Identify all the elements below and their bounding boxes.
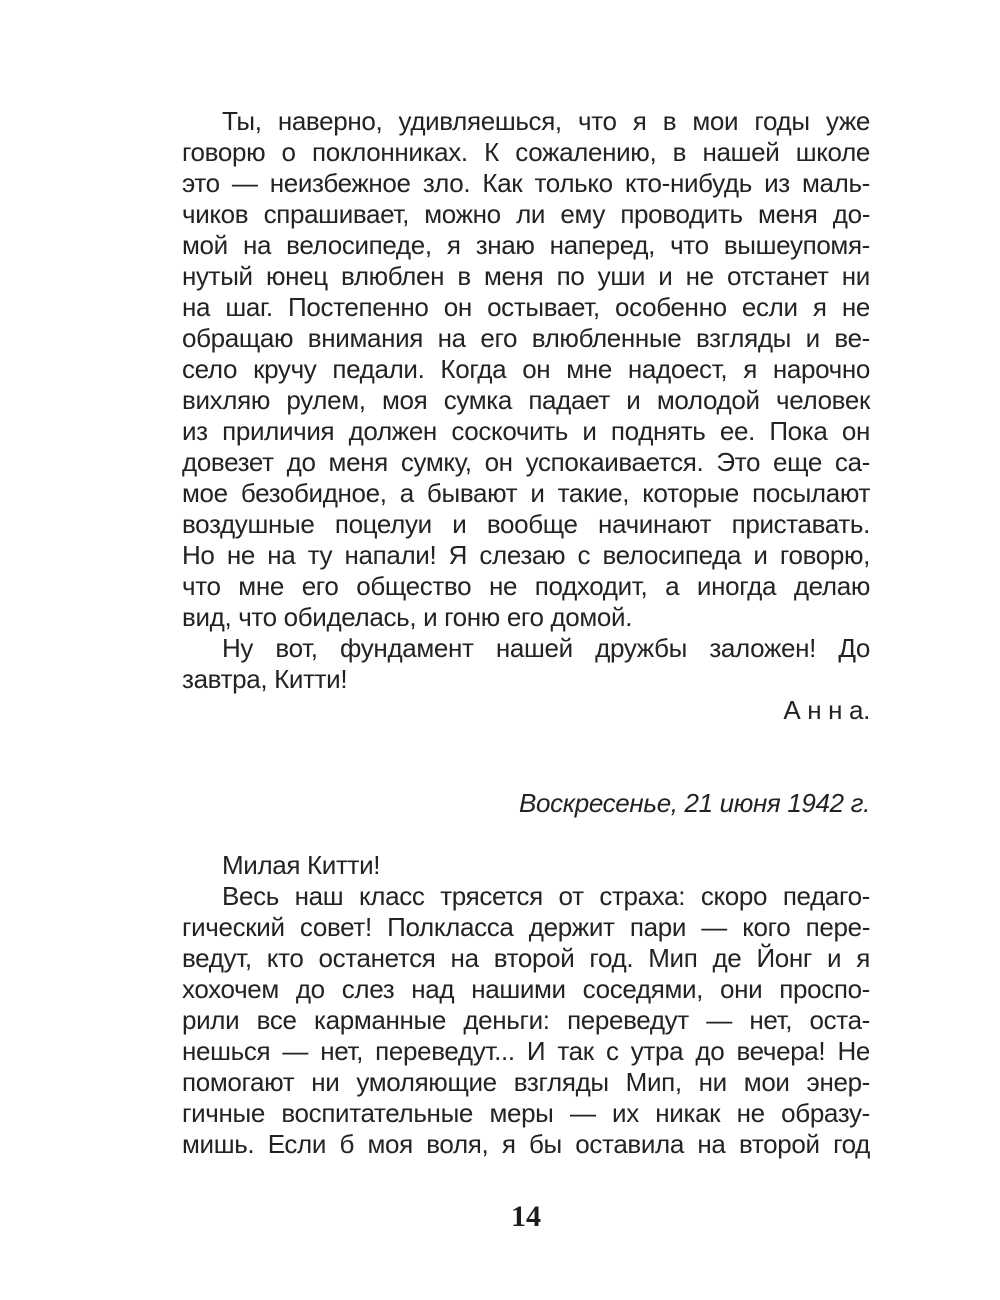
letter-text (182, 106, 870, 1160)
page-number: 14 (511, 1200, 541, 1233)
text-line: мой на велосипеде, я знаю наперед, что вышеупомя- (182, 230, 870, 260)
text-line: завтра, Китти! (182, 664, 348, 694)
text-line: помогают ни умоляющие взгляды Мип, ни мои энер- (182, 1067, 870, 1097)
text-line: обращаю внимания на его влюбленные взгляды и ве- (182, 323, 870, 353)
text-line: вихляю рулем, моя сумка падает и молодой человек (182, 385, 870, 415)
text-line: нешься — нет, переведут... И так с утра до вечера! Не (182, 1036, 870, 1066)
text-line: ведут, кто останется на второй год. Мип де Йонг и я (182, 943, 870, 973)
text-line: Но не на ту напали! Я слезаю с велосипеда и говорю, (182, 540, 870, 570)
text-line: Ну вот, фундамент нашей дружбы заложен! До (222, 633, 870, 663)
text-line: говорю о поклонниках. К сожалению, в нашей школе (182, 137, 870, 167)
text-line: мое безобидное, а бывают и такие, которые посылают (182, 478, 870, 508)
spacer (182, 726, 870, 788)
text-line: на шаг. Постепенно он остывает, особенно если я не (182, 292, 870, 322)
text-line: из приличия должен соскочить и поднять ее. Пока он (182, 416, 870, 446)
text-line: Воскресенье, 21 июня 1942 г. (519, 788, 870, 818)
spacer (182, 819, 870, 850)
text-line: гический совет! Полкласса держит пари — кого пере- (182, 912, 870, 942)
text-line: нутый юнец влюблен в меня по уши и не отстанет ни (182, 261, 870, 291)
text-line: хохочем до слез над нашими соседями, они проспо- (182, 974, 870, 1004)
text-line: что мне его общество не подходит, а иногда делаю (182, 571, 870, 601)
text-line: Милая Китти! (222, 850, 381, 880)
text-line: это — неизбежное зло. Как только кто-нибудь из маль- (182, 168, 870, 198)
text-line: довезет до меня сумку, он успокаивается. Это еще са- (182, 447, 870, 477)
text-line: воздушные поцелуи и вообще начинают приставать. (182, 509, 870, 539)
text-line: гичные воспитательные меры — их никак не образу- (182, 1098, 870, 1128)
text-line: рили все карманные деньги: переведут — нет, оста- (182, 1005, 870, 1035)
text-line: вид, что обиделась, и гоню его домой. (182, 602, 633, 632)
text-line: Ты, наверно, удивляешься, что я в мои годы уже (222, 106, 870, 136)
text-line: чиков спрашивает, можно ли ему проводить меня до- (182, 199, 870, 229)
text-line: А н н а. (783, 695, 870, 725)
text-line: Весь наш класс трясется от страха: скоро педаго- (222, 881, 870, 911)
text-line: мишь. Если б моя воля, я бы оставила на второй год (182, 1129, 870, 1159)
text-line: село кручу педали. Когда он мне надоест, я нарочно (182, 354, 870, 384)
